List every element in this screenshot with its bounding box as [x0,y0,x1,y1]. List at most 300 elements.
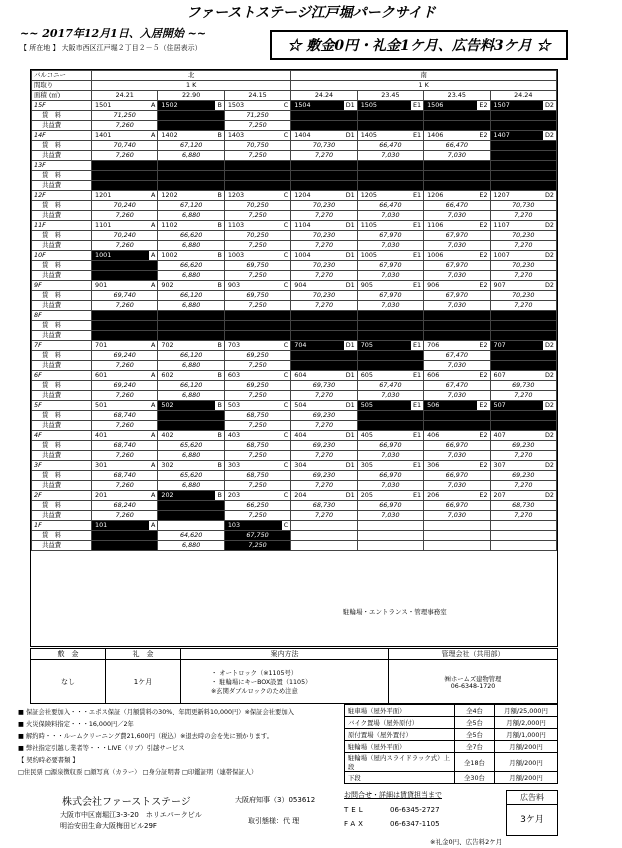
deposit-value: なし [31,660,106,704]
floor-row [32,371,557,381]
area-cell: 23.45 [357,91,423,101]
room-cell [424,281,490,291]
layout-row [32,81,557,91]
room-cell [490,131,556,141]
rent-label: 賃 料 [32,381,92,391]
note-line: □住民票 □源泉徴収票 □顔写真（カラー） □身分証明書 □印鑑証明（連帯保証人） [18,769,258,776]
rent-cell: 66,970 [357,501,423,511]
room-number: 906 [427,281,440,289]
fee-cell [291,181,357,191]
room-type-code: A [151,131,156,139]
room-type-code: E1 [413,221,422,229]
note-line: ■ 保証会社要加入・・・エポス保証（月額賃料の30%、年間更新料10,000円）※保証会社要加入 [18,709,294,716]
address-line: 【 所在地 】 大阪市西区江戸堀２丁目２－５（住居表示） [20,44,202,52]
room-number: 601 [95,371,108,379]
fee-cell: 7,270 [490,241,556,251]
parking-price: 月額/25,000円 [495,705,558,717]
rent-cell: 66,970 [424,441,490,451]
floor-row [32,281,557,291]
parking-name: 下段 [345,772,455,784]
room-type-code: D1 [345,431,355,439]
room-type-code: D1 [345,341,355,349]
fee-cell: 6,880 [158,211,224,221]
room-cell [92,431,158,441]
room-type-code: C [283,461,289,469]
rent-row [32,351,557,361]
room-number: 703 [227,341,241,349]
ad-fee-box [506,790,558,836]
rent-cell [490,411,556,421]
fee-cell: 7,030 [424,301,490,311]
room-number: 901 [95,281,108,289]
room-number: 704 [294,341,307,349]
room-type-code: C [283,191,289,199]
room-number: 306 [427,461,440,469]
room-number: 1204 [294,191,311,199]
room-cell [158,281,224,291]
fee-row [32,361,557,371]
room-type-code: D2 [545,461,554,469]
fee-cell: 7,260 [92,511,158,521]
parking-name: 駐車場（屋外平面） [345,705,455,717]
room-cell [158,101,224,111]
room-type-code: E1 [413,131,422,139]
fee-cell: 7,030 [357,211,423,221]
fee-label: 共益費 [32,121,92,131]
note-line: ■ 弊社指定引越し業者等・・・LIVE（リブ）引越サービス [18,745,185,752]
room-cell [490,101,556,111]
parking-count: 全5台 [455,729,495,741]
room-type-code: E1 [413,191,422,199]
room-cell [92,191,158,201]
room-type-code: A [151,341,156,349]
room-cell [224,521,290,531]
rent-cell: 67,970 [357,291,423,301]
room-number: 1405 [360,131,377,139]
room-type-code: A [151,281,156,289]
room-number: 403 [227,431,241,439]
fax-row [344,820,499,828]
terms-table [30,648,558,704]
room-type-code: E2 [479,251,488,259]
tel-row [344,806,499,814]
fee-cell: 7,250 [224,151,290,161]
fee-cell: 7,270 [291,241,357,251]
room-number: 1507 [493,101,510,109]
rent-row [32,231,557,241]
rent-cell [490,321,556,331]
guide-header: 案内方法 [181,649,389,660]
fee-row [32,211,557,221]
room-type-code: A [151,191,156,199]
room-number: 1001 [95,251,112,259]
room-cell [424,221,490,231]
room-type-code: C [283,131,289,139]
tel-label: TEL [344,806,366,814]
rent-cell [291,321,357,331]
room-number: 1005 [360,251,377,259]
room-cell [291,281,357,291]
room-number: 1007 [493,251,510,259]
room-cell [357,461,423,471]
room-type-code: B [217,431,222,439]
area-cell: 24.15 [224,91,290,101]
floor-label: 2F [32,491,92,501]
parking-row [345,741,558,753]
room-type-code: A [151,521,156,529]
parking-name: バイク置場（屋外原付） [345,717,455,729]
room-type-code: B [217,131,222,139]
ad-fee-value: 3ケ月 [520,815,544,825]
fee-cell [490,421,556,431]
south-header: 南 [291,71,557,81]
room-type-code: D2 [545,251,554,259]
trade-type: 取引態様：代 理 [248,817,300,825]
fee-cell [357,541,423,551]
room-cell [490,521,556,531]
room-cell [490,371,556,381]
tel-number: 06-6345-2727 [390,806,440,814]
fee-label: 共益費 [32,481,92,491]
room-number: 1205 [360,191,377,199]
room-type-code: D2 [545,401,554,409]
rent-cell: 67,120 [158,141,224,151]
room-cell [357,281,423,291]
rent-cell [291,171,357,181]
rent-row [32,381,557,391]
fee-cell [357,421,423,431]
rent-label: 賃 料 [32,531,92,541]
rent-cell [158,111,224,121]
room-cell [424,251,490,261]
fee-cell [490,121,556,131]
room-type-code: D2 [545,101,554,109]
room-cell [92,401,158,411]
room-number: 204 [294,491,307,499]
room-type-code: C [283,221,289,229]
fax-number: 06-6347-1105 [390,820,440,828]
footnote: ※礼金0円、広告料2ケ月 [430,838,503,846]
room-cell [92,311,158,321]
fee-cell: 7,030 [357,271,423,281]
fee-cell [424,121,490,131]
parking-count: 全5台 [455,717,495,729]
room-type-code: C [283,401,289,409]
rent-cell: 69,230 [291,471,357,481]
fee-row [32,331,557,341]
rent-cell: 69,730 [291,381,357,391]
room-number: 1203 [227,191,245,199]
fee-label: 共益費 [32,151,92,161]
fee-row [32,241,557,251]
room-type-code: E2 [479,461,488,469]
room-cell [424,491,490,501]
room-number: 202 [161,491,174,499]
rent-cell: 70,230 [291,201,357,211]
room-number: 507 [493,401,506,409]
room-type-code: E2 [479,491,488,499]
fee-cell: 7,030 [424,211,490,221]
rent-cell: 69,740 [92,291,158,301]
rent-cell [224,171,290,181]
room-cell [490,341,556,351]
rent-row [32,441,557,451]
contact-heading: お問合せ・詳細は賃貸担当まで [344,791,442,799]
room-cell [291,221,357,231]
room-number: 701 [95,341,108,349]
rent-cell: 66,970 [357,471,423,481]
rent-cell: 70,230 [291,291,357,301]
room-cell [224,311,290,321]
room-number: 505 [360,401,373,409]
parking-row [345,729,558,741]
room-cell [224,461,290,471]
rent-row [32,411,557,421]
fee-cell [424,331,490,341]
notes-block [18,707,340,779]
floor-label: 3F [32,461,92,471]
room-type-code: E2 [479,221,488,229]
room-number: 607 [493,371,506,379]
room-number: 404 [294,431,307,439]
floor-label: 5F [32,401,92,411]
floor-label: 4F [32,431,92,441]
room-number: 1201 [95,191,112,199]
rent-cell: 66,120 [158,351,224,361]
fee-label: 共益費 [32,391,92,401]
parking-price: 月額/1,000円 [495,729,558,741]
rent-cell: 68,730 [291,501,357,511]
floor-row [32,401,557,411]
rent-cell [490,111,556,121]
rent-cell: 68,240 [92,501,158,511]
floor-label: 15F [32,101,92,111]
fee-cell: 6,880 [158,451,224,461]
fee-cell: 7,030 [357,241,423,251]
rent-cell [490,141,556,151]
parking-price: 月額/2,000円 [495,717,558,729]
rent-cell [158,171,224,181]
rent-cell: 69,240 [92,351,158,361]
page-title: ファーストステージ江戸堀パークサイド [186,5,436,21]
room-type-code: B [217,341,222,349]
room-number: 604 [294,371,307,379]
room-number: 1404 [294,131,311,139]
room-cell [357,161,423,171]
fee-cell: 7,270 [490,271,556,281]
rent-cell: 69,230 [490,471,556,481]
room-cell [158,491,224,501]
room-type-code: A [151,491,156,499]
fee-cell [291,121,357,131]
room-number: 1501 [95,101,112,109]
fee-cell: 7,260 [92,361,158,371]
rent-cell: 70,230 [291,261,357,271]
room-cell [490,311,556,321]
parking-row [345,772,558,784]
room-number: 903 [227,281,241,289]
promo-box: ☆ 敷金0円・礼金1ケ月、広告料3ケ月 ☆ [270,30,568,60]
room-number: 1103 [227,221,245,229]
room-type-code: E1 [413,461,422,469]
fee-label: 共益費 [32,421,92,431]
rent-cell [92,531,158,541]
room-cell [291,161,357,171]
floor-row [32,221,557,231]
parking-price: 月額/200円 [495,741,558,753]
room-cell [291,401,357,411]
fee-cell [92,541,158,551]
room-cell [158,461,224,471]
room-number: 504 [294,401,307,409]
rent-cell: 70,740 [92,141,158,151]
fee-label: 共益費 [32,241,92,251]
fee-cell: 6,880 [158,271,224,281]
room-cell [357,431,423,441]
room-number: 303 [227,461,241,469]
fee-cell: 7,030 [357,391,423,401]
fee-cell: 7,270 [291,151,357,161]
room-cell [424,161,490,171]
rent-cell: 69,730 [490,381,556,391]
fee-cell: 7,250 [224,511,290,521]
rent-cell: 69,240 [92,381,158,391]
fee-cell: 7,270 [490,301,556,311]
fee-cell [490,331,556,341]
rent-cell: 66,470 [424,141,490,151]
parking-name: 原付置場（屋外置付） [345,729,455,741]
fee-cell: 7,260 [92,421,158,431]
rent-cell: 64,620 [158,531,224,541]
room-cell [158,431,224,441]
room-cell [291,371,357,381]
room-type-code: D2 [545,431,554,439]
room-type-code: D2 [545,191,554,199]
room-cell [291,521,357,531]
fee-cell: 7,250 [224,241,290,251]
fee-cell: 7,030 [357,481,423,491]
floor-label: 9F [32,281,92,291]
rent-cell: 66,250 [224,501,290,511]
room-cell [424,191,490,201]
rent-row [32,531,557,541]
fee-cell [490,361,556,371]
room-cell [224,191,290,201]
room-type-code: D2 [545,131,554,139]
floor-row [32,341,557,351]
room-cell [490,461,556,471]
fee-row [32,271,557,281]
rent-cell: 66,470 [357,141,423,151]
fee-cell [424,421,490,431]
room-cell [490,161,556,171]
floor-label: 1F [32,521,92,531]
fee-cell [158,181,224,191]
room-cell [357,521,423,531]
fee-cell: 7,250 [224,481,290,491]
room-cell [92,131,158,141]
room-cell [490,251,556,261]
room-number: 506 [427,401,440,409]
balcony-row [32,71,557,81]
room-type-code: D2 [545,281,554,289]
room-type-code: D1 [345,461,355,469]
fee-cell: 7,270 [291,511,357,521]
rent-cell: 69,230 [490,441,556,451]
rent-cell [291,111,357,121]
fee-row [32,151,557,161]
room-number: 1102 [161,221,178,229]
rent-cell: 66,120 [158,291,224,301]
room-type-code: E2 [479,431,488,439]
room-number: 401 [95,431,108,439]
room-cell [92,221,158,231]
fee-cell [92,331,158,341]
room-cell [158,311,224,321]
room-cell [490,281,556,291]
room-number: 205 [360,491,373,499]
room-number: 1402 [161,131,178,139]
area-cell: 24.24 [490,91,556,101]
rent-cell: 67,750 [224,531,290,541]
rent-cell [357,531,423,541]
rent-row [32,111,557,121]
fee-row [32,451,557,461]
room-cell [224,161,290,171]
room-number: 907 [493,281,506,289]
company-name: 株式会社ファーストステージ [62,797,191,808]
fee-cell: 7,250 [224,391,290,401]
rent-cell: 67,970 [424,231,490,241]
room-number: 101 [95,521,108,529]
rent-cell: 71,250 [92,111,158,121]
floor-row [32,431,557,441]
fee-cell [490,181,556,191]
fee-cell: 7,260 [92,301,158,311]
parking-name: 駐輪場（屋内スライドラック式）上段 [345,753,455,772]
floor-row [32,131,557,141]
room-cell [357,191,423,201]
fee-cell [424,181,490,191]
fee-cell [158,121,224,131]
fax-label: FAX [344,820,366,828]
unit-grid [30,69,558,647]
room-number: 705 [360,341,373,349]
parking-name: 駐輪場（屋外平面） [345,741,455,753]
fee-cell: 7,250 [224,361,290,371]
balcony-label: バルコニー [32,71,92,81]
fee-cell: 7,030 [357,511,423,521]
room-cell [291,461,357,471]
room-number: 502 [161,401,174,409]
rent-cell [424,531,490,541]
room-type-code: D1 [345,251,355,259]
fee-cell: 7,270 [291,271,357,281]
room-number: 201 [95,491,108,499]
rent-cell: 67,970 [424,291,490,301]
room-number: 305 [360,461,373,469]
room-cell [92,101,158,111]
room-cell [357,131,423,141]
fee-cell [291,541,357,551]
room-cell [490,491,556,501]
fee-cell: 6,880 [158,241,224,251]
room-cell [357,221,423,231]
room-number: 707 [493,341,506,349]
room-number: 603 [227,371,241,379]
room-cell [158,341,224,351]
rent-row [32,261,557,271]
